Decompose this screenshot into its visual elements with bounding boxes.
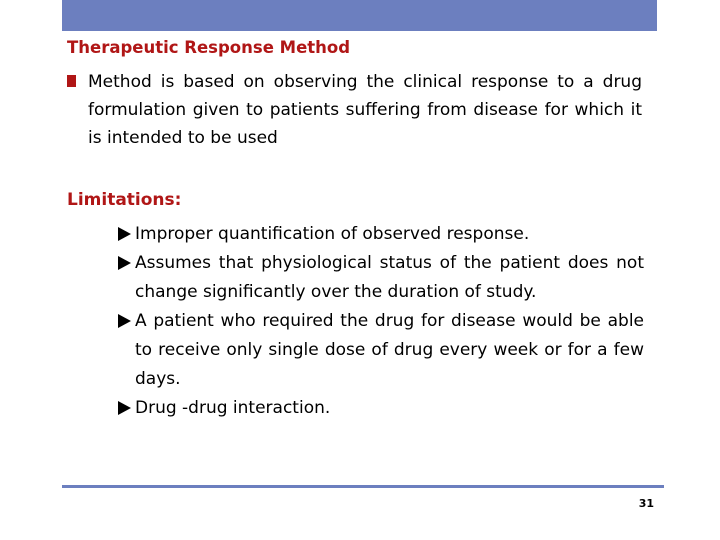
page-number: 31 [638,497,654,510]
arrow-bullet-icon [118,401,131,415]
limitation-text: Drug -drug interaction. [135,398,331,418]
header-band [62,0,657,31]
arrow-bullet-icon [118,227,131,241]
footer-rule [62,485,664,488]
limitation-item [118,307,644,394]
limitations-heading: Limitations: [67,190,182,210]
limitation-text: Assumes that physiological status of the patient does not change significantly over the duration of study. [135,253,644,302]
square-bullet-icon [67,75,76,87]
limitations-list [118,220,644,423]
main-bullet [67,68,642,152]
limitation-item [118,220,644,249]
main-bullet-text: Method is based on observing the clinical response to a drug formulation given to patients suffering from disease for which it is intended to be used [88,72,642,148]
limitation-item [118,249,644,307]
arrow-bullet-icon [118,256,131,270]
limitation-text: Improper quantification of observed response. [135,224,530,244]
limitation-item [118,394,644,423]
arrow-bullet-icon [118,314,131,328]
slide-title: Therapeutic Response Method [67,38,351,57]
limitation-text: A patient who required the drug for disease would be able to receive only single dose of drug every week or for a few days. [135,311,644,389]
